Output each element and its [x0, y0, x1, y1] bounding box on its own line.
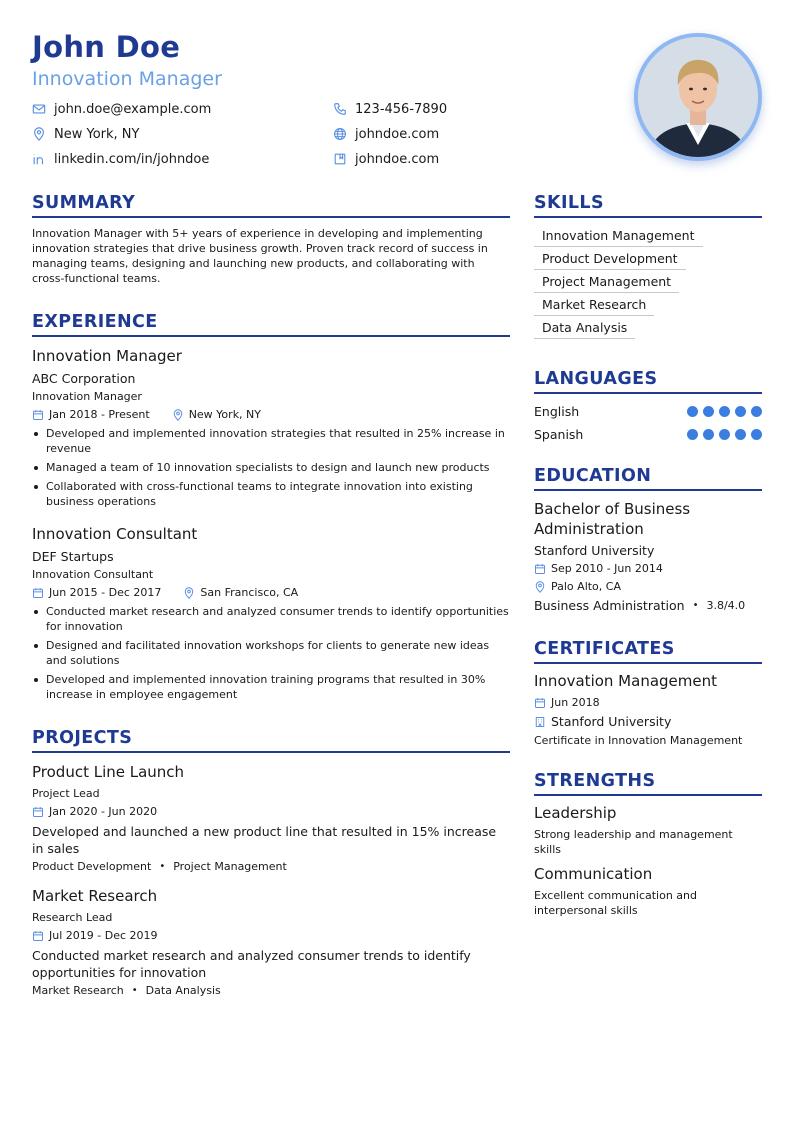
job-dates: Jan 2018 - Present — [49, 408, 150, 421]
job-meta — [32, 408, 510, 421]
candidate-name: John Doe — [32, 30, 181, 64]
project-item — [32, 887, 510, 997]
linkedin-icon — [32, 152, 46, 166]
job-bullets — [32, 604, 510, 702]
contact-phone[interactable] — [333, 100, 447, 118]
left-column — [32, 193, 510, 1011]
job-bullet: Collaborated with cross-functional teams to integrate innovation into existing business operations — [32, 479, 510, 509]
envelope-icon — [32, 102, 46, 116]
globe-icon — [333, 127, 347, 141]
job-bullet: Developed and implemented innovation strategies that resulted in 25% increase in revenue — [32, 426, 510, 456]
level-dot — [735, 429, 746, 440]
level-dot — [687, 429, 698, 440]
job-title: Innovation Manager — [32, 347, 182, 365]
skill-tag: Data Analysis — [534, 318, 635, 339]
language-level-dots — [682, 406, 762, 417]
education-item — [534, 499, 762, 613]
education-location: Palo Alto, CA — [551, 580, 621, 593]
project-tags — [32, 860, 510, 873]
language-name: Spanish — [534, 427, 584, 442]
project-tag: Market Research — [32, 984, 124, 997]
certificate-issuer-row — [534, 714, 762, 729]
language-level-dots — [682, 429, 762, 440]
strength-item — [534, 804, 762, 857]
strength-item — [534, 865, 762, 918]
tag-separator: • — [159, 861, 166, 872]
skill-tag: Project Management — [534, 272, 679, 293]
project-tags — [32, 984, 510, 997]
strengths-heading: STRENGTHS — [534, 771, 762, 796]
project-title: Market Research — [32, 887, 158, 905]
contact-email[interactable] — [32, 100, 211, 118]
skill-tag: Innovation Management — [534, 226, 703, 247]
portfolio-text: johndoe.com — [355, 151, 440, 167]
location-text: New York, NY — [54, 126, 140, 142]
job-title: Innovation Consultant — [32, 525, 198, 543]
job-bullet: Managed a team of 10 innovation specialists to design and launch new products — [32, 460, 510, 475]
job-dates: Jun 2015 - Dec 2017 — [49, 586, 162, 599]
education-heading: EDUCATION — [534, 466, 762, 491]
experience-heading: EXPERIENCE — [32, 312, 510, 337]
job-location: New York, NY — [188, 408, 261, 421]
level-dot — [751, 406, 762, 417]
level-dot — [703, 406, 714, 417]
calendar-icon — [32, 930, 44, 942]
level-dot — [719, 429, 730, 440]
level-dot — [719, 406, 730, 417]
languages-list — [534, 404, 762, 442]
phone-text: 123-456-7890 — [355, 101, 448, 117]
candidate-title: Innovation Manager — [32, 68, 222, 90]
tag-separator: • — [131, 985, 138, 996]
right-column — [534, 193, 762, 926]
level-dot — [751, 429, 762, 440]
projects-heading: PROJECTS — [32, 728, 510, 753]
job-meta — [32, 586, 510, 599]
skills-heading: SKILLS — [534, 193, 762, 218]
project-dates: Jul 2019 - Dec 2019 — [49, 929, 158, 942]
level-dot — [687, 406, 698, 417]
summary-text: Innovation Manager with 5+ years of experience in developing and implementing innovation strategies that drive business growth. Proven track record of success in managing teams, designing and launching new products, and collaborating with cross-functional teams. — [32, 227, 488, 285]
strength-description: Excellent communication and interpersonal skills — [534, 889, 698, 917]
education-field: Business Administration — [534, 598, 685, 613]
calendar-icon — [32, 587, 44, 599]
portrait-illustration — [638, 37, 758, 157]
education-degree: Bachelor of Business Administration — [534, 500, 691, 538]
job-role: Innovation Manager — [32, 390, 142, 403]
job-company: ABC Corporation — [32, 371, 136, 386]
education-dates-row — [534, 562, 762, 575]
job-bullets — [32, 426, 510, 509]
job-role: Innovation Consultant — [32, 568, 154, 581]
project-description: Developed and launched a new product line that resulted in 15% increase in sales — [32, 824, 497, 856]
job-bullet: Developed and implemented innovation training programs that resulted in 30% increase in employee engagement — [32, 672, 510, 702]
project-tag: Data Analysis — [145, 984, 221, 997]
education-field-row — [534, 598, 762, 613]
project-title: Product Line Launch — [32, 763, 185, 781]
contact-portfolio[interactable] — [333, 150, 439, 168]
strength-description: Strong leadership and management skills — [534, 828, 733, 856]
map-pin-icon — [32, 127, 46, 141]
bookmark-icon — [333, 152, 347, 166]
language-item — [534, 404, 762, 419]
certificate-date-row — [534, 696, 762, 709]
calendar-icon — [32, 806, 44, 818]
field-separator: • — [692, 600, 699, 611]
project-role: Project Lead — [32, 787, 100, 800]
education-gpa: 3.8/4.0 — [706, 599, 746, 612]
job-bullet: Designed and facilitated innovation workshops for clients to generate new ideas and solutions — [32, 638, 510, 668]
experience-item — [32, 525, 510, 702]
map-pin-icon — [534, 581, 546, 593]
job-location: San Francisco, CA — [200, 586, 299, 599]
project-meta — [32, 929, 510, 942]
email-text: john.doe@example.com — [54, 101, 212, 117]
calendar-icon — [534, 563, 546, 575]
certificate-title: Innovation Management — [534, 672, 717, 690]
job-bullet: Conducted market research and analyzed consumer trends to identify opportunities for innovation — [32, 604, 510, 634]
project-dates: Jan 2020 - Jun 2020 — [49, 805, 158, 818]
website-text: johndoe.com — [355, 126, 440, 142]
calendar-icon — [534, 697, 546, 709]
project-role: Research Lead — [32, 911, 113, 924]
building-icon — [534, 716, 546, 728]
strengths-list — [534, 804, 762, 918]
certificate-item — [534, 672, 762, 747]
phone-icon — [333, 102, 347, 116]
project-item — [32, 763, 510, 873]
skill-tag: Market Research — [534, 295, 654, 316]
profile-photo — [634, 33, 762, 161]
level-dot — [703, 429, 714, 440]
languages-heading: LANGUAGES — [534, 369, 762, 394]
certificate-date: Jun 2018 — [551, 696, 600, 709]
job-company: DEF Startups — [32, 549, 114, 564]
experience-item — [32, 347, 510, 509]
linkedin-text: linkedin.com/in/johndoe — [54, 151, 210, 167]
contact-website[interactable] — [333, 125, 439, 143]
map-pin-icon — [172, 409, 184, 421]
strength-title: Leadership — [534, 804, 617, 822]
language-item — [534, 427, 762, 442]
education-school: Stanford University — [534, 543, 655, 558]
certificate-description: Certificate in Innovation Management — [534, 734, 743, 747]
certificates-heading: CERTIFICATES — [534, 639, 762, 664]
education-location-row — [534, 580, 762, 593]
skill-tag: Product Development — [534, 249, 686, 270]
project-description: Conducted market research and analyzed consumer trends to identify opportunities for innovation — [32, 948, 471, 980]
certificate-issuer: Stanford University — [551, 714, 672, 729]
summary-heading: SUMMARY — [32, 193, 510, 218]
contact-location — [32, 125, 139, 143]
map-pin-icon — [183, 587, 195, 599]
education-dates: Sep 2010 - Jun 2014 — [551, 562, 663, 575]
skills-list — [534, 226, 762, 341]
project-meta — [32, 805, 510, 818]
calendar-icon — [32, 409, 44, 421]
contact-linkedin[interactable] — [32, 150, 209, 168]
language-name: English — [534, 404, 580, 419]
level-dot — [735, 406, 746, 417]
project-tag: Product Development — [32, 860, 152, 873]
strength-title: Communication — [534, 865, 653, 883]
project-tag: Project Management — [173, 860, 287, 873]
